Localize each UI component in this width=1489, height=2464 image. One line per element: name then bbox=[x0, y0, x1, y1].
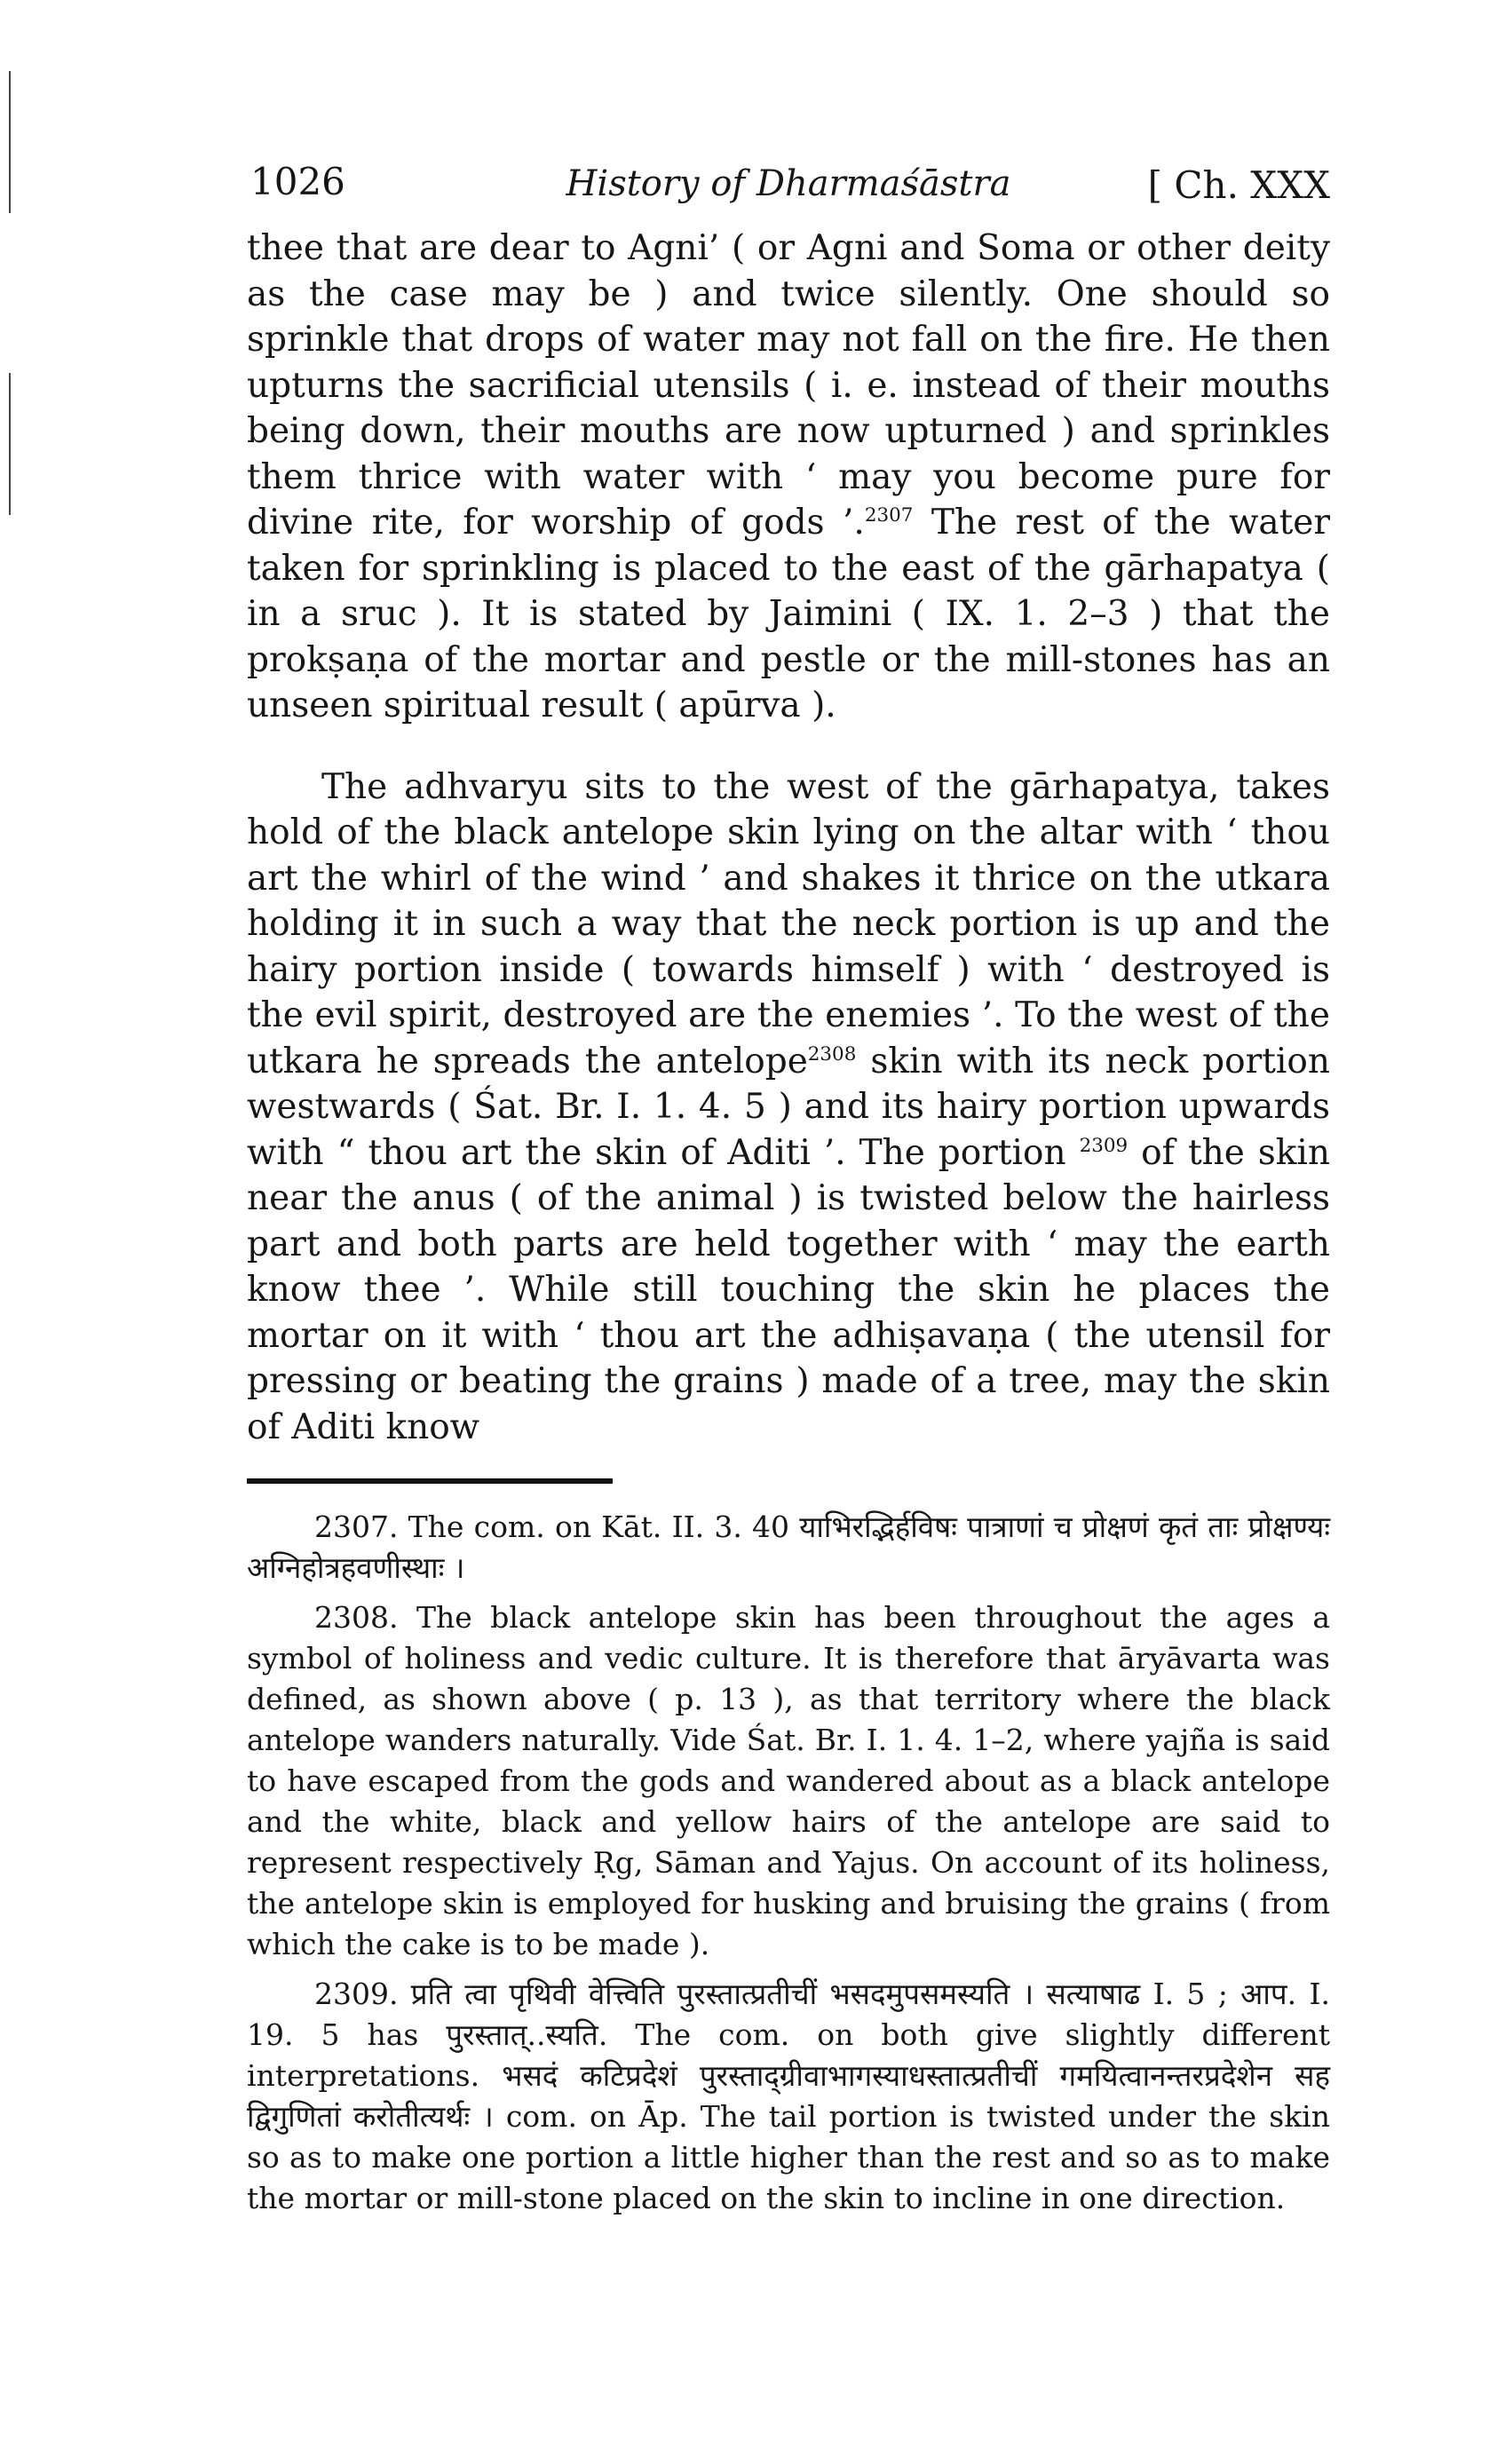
paragraph-text: of the skin near the anus ( of the animal ) is twisted below the hairless part and both parts are held together with ‘ may the earth know thee ’. While still touching the skin he places the mortar on it with ‘ thou art the adhiṣavaṇa ( the utensil for pressing or beating the grains ) made of a tree, may the skin of Aditi know bbox=[247, 1132, 1331, 1447]
body-text bbox=[247, 226, 1330, 1450]
page bbox=[247, 160, 1330, 2228]
page-number: 1026 bbox=[250, 160, 345, 203]
footnote-ref: 2308 bbox=[807, 1042, 857, 1066]
paragraph-text: skin with its neck portion westwards ( Śat. Br. I. 1. 4. 5 ) and its hairy portion upwards with “ thou art the skin of Aditi ’. The portion bbox=[247, 1041, 1330, 1173]
paragraph-text: The rest of the water taken for sprinkling is placed to the east of the gārhapatya ( in a sruc ). It is stated by Jaimini ( IX. 1. 2–3 ) that the prokṣaṇa of the mortar and pestle or the mill-stones has an unseen spiritual result ( apūrva ). bbox=[247, 503, 1330, 725]
footnote-2307: 2307. The com. on Kāt. II. 3. 40 याभिरद्भिर्हविषः पात्राणां च प्रोक्षणं कृतं ताः प्रोक्षण्यः अग्निहोत्रहवणीस्थाः । bbox=[247, 1509, 1330, 1585]
scan-edge-line bbox=[9, 71, 11, 213]
footnotes bbox=[247, 1507, 1330, 2219]
footnote-2308: 2308. The black antelope skin has been throughout the ages a symbol of holiness and vedic culture. It is therefore that āryāvarta was defined, as shown above ( p. 13 ), as that territory where the black antelope wanders naturally. Vide Śat. Br. I. 1. 4. 1–2, where yajña is said to have escaped from the gods and wandered about as a black antelope and the white, black and yellow hairs of the antelope are said to represent respectively Ṛg, Sāman and Yajus. On account of its holiness, the antelope skin is employed for husking and bruising the grains ( from which the cake is to be made ). bbox=[247, 1600, 1330, 1961]
chapter-label: [ Ch. XXX bbox=[1147, 163, 1330, 207]
scan-edge-line bbox=[9, 373, 11, 515]
paragraph bbox=[247, 226, 1330, 729]
footnote-ref: 2307 bbox=[864, 504, 914, 527]
paragraph-text: thee that are dear to Agni’ ( or Agni and Soma or other deity as the case may be ) and twice silently. One should so sprinkle that drops of water may not fall on the fire. He then upturns the sacrificial utensils ( i. e. instead of their mouths being down, their mouths are now upturned ) and sprinkles them thrice with water with ‘ may you become pure for divine rite, for worship of gods ’. bbox=[247, 228, 1330, 543]
footnote-2309: 2309. प्रति त्वा पृथिवी वेत्त्विति पुरस्तात्प्रतीचीं भसदमुपसमस्यति । सत्याषाढ I. 5 ; आप. I. 19. 5 has पुरस्तात्..स्यति. The com. on both give slightly different interpretations. भसदं कटिप्रदेशं पुरस्ताद्ग्रीवाभागस्याधस्तात्प्रतीचीं गमयित्वानन्तरप्रदेशेन सह द्विगुणितां करोतीत्यर्थः । com. on Āp. The tail portion is twisted under the skin so as to make one portion a little higher than the rest and so as to make the mortar or mill-stone placed on the skin to incline in one direction. bbox=[247, 1977, 1330, 2215]
paragraph-text: The adhvaryu sits to the west of the gārhapatya, takes hold of the black antelope skin lying on the altar with ‘ thou art the whirl of the wind ’ and shakes it thrice on the utkara holding it in such a way that the neck portion is up and the hairy portion inside ( towards himself ) with ‘ destroyed is the evil spirit, destroyed are the enemies ’. To the west of the utkara he spreads the antelope bbox=[247, 766, 1330, 1081]
paragraph bbox=[247, 765, 1330, 1451]
running-header bbox=[247, 160, 1330, 217]
running-title: History of Dharmaśāstra bbox=[566, 163, 1011, 204]
footnote-ref: 2309 bbox=[1079, 1134, 1129, 1157]
footnote-rule bbox=[247, 1478, 613, 1484]
